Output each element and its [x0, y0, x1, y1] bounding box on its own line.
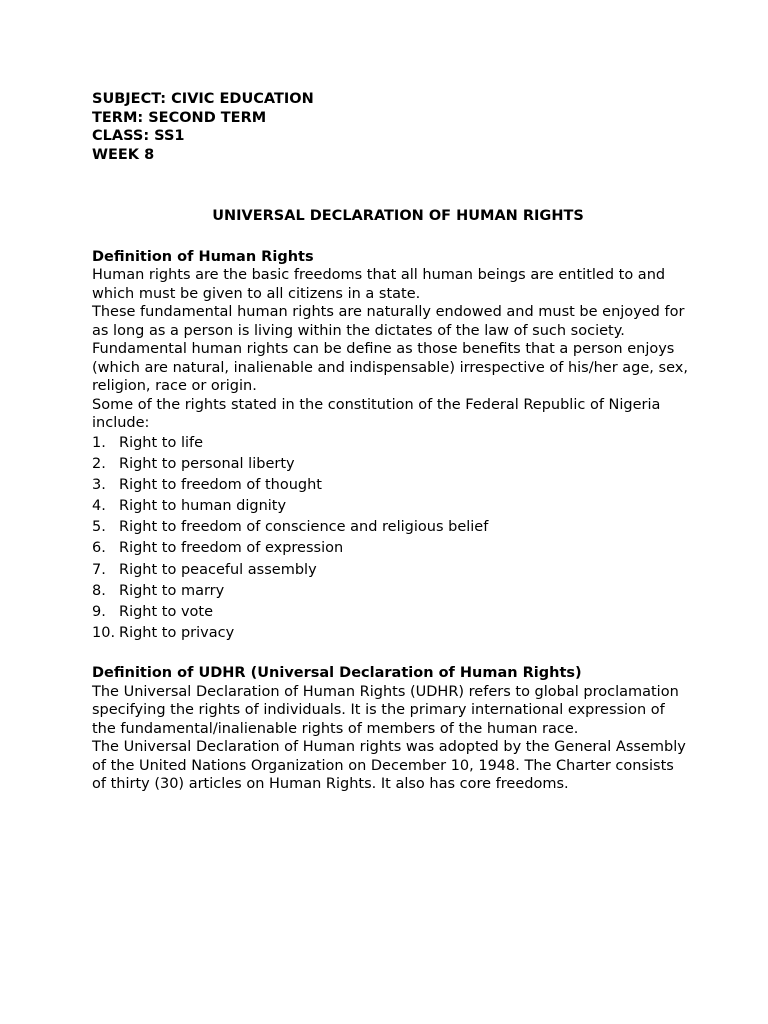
list-text: Right to vote [119, 604, 214, 620]
list-item [92, 538, 692, 559]
list-text: Right to life [119, 434, 204, 451]
list-text: Right to marry [119, 582, 225, 599]
list-item [92, 475, 692, 496]
paragraph-definition: Fundamental human rights can be define as those benefits that a person enjoys (which are natural, inalienable and indispensable) irrespective of his/her age, sex, religion, race or origin. [92, 341, 688, 394]
list-text: Right to peaceful assembly [119, 561, 317, 578]
class-line: CLASS: SS1 [92, 128, 185, 144]
list-text: Right to freedom of conscience and religious belief [119, 519, 489, 536]
list-number: 10. [92, 625, 116, 642]
list-item [92, 602, 692, 623]
paragraph-human-rights: Human rights are the basic freedoms that all human beings are entitled to and which must be given to all citizens in a state. [92, 267, 666, 302]
list-number: 1. [92, 434, 106, 451]
list-number: 6. [92, 540, 106, 557]
list-number: 9. [92, 604, 106, 620]
subject-line: SUBJECT: CIVIC EDUCATION [92, 91, 314, 107]
list-item [92, 581, 692, 602]
list-item [92, 433, 692, 454]
list-number: 7. [92, 561, 106, 578]
list-number: 2. [92, 455, 106, 472]
list-number: 4. [92, 498, 106, 515]
document-page [92, 90, 692, 794]
list-text: Right to human dignity [119, 498, 287, 515]
list-text: Right to personal liberty [119, 455, 295, 472]
list-item [92, 496, 692, 517]
list-number: 3. [92, 476, 106, 493]
list-text: Right to privacy [119, 625, 235, 642]
list-number: 8. [92, 582, 106, 599]
list-text: Right to freedom of expression [119, 540, 344, 557]
udhr-heading: Definition of UDHR (Universal Declaration of Human Rights) [92, 665, 582, 682]
term-line: TERM: SECOND TERM [92, 109, 267, 126]
definition-heading: Definition of Human Rights [92, 248, 314, 265]
list-item [92, 560, 692, 581]
document-title: UNIVERSAL DECLARATION OF HUMAN RIGHTS [212, 208, 584, 224]
list-text: Right to freedom of thought [119, 476, 322, 493]
list-item [92, 454, 692, 475]
list-item [92, 517, 692, 538]
rights-list [92, 433, 692, 645]
list-item [92, 623, 692, 644]
paragraph-constitution: Some of the rights stated in the constitution of the Federal Republic of Nigeria include: [92, 396, 661, 431]
list-number: 5. [92, 519, 106, 536]
week-line: WEEK 8 [92, 146, 155, 163]
paragraph-udhr-adoption: The Universal Declaration of Human rights was adopted by the General Assembly of the United Nations Organization on December 10, 1948. The Charter consists of thirty (30) articles on Human Rights. It also has core freedoms. [92, 739, 686, 793]
paragraph-fundamental-rights: These fundamental human rights are naturally endowed and must be enjoyed for as long as a person is living within the dictates of the law of such society. [92, 304, 685, 339]
paragraph-udhr-definition: The Universal Declaration of Human Rights (UDHR) refers to global proclamation specifying the rights of individuals. It is the primary international expression of the fundamental/inalienable rights of members of the human race. [92, 683, 679, 737]
